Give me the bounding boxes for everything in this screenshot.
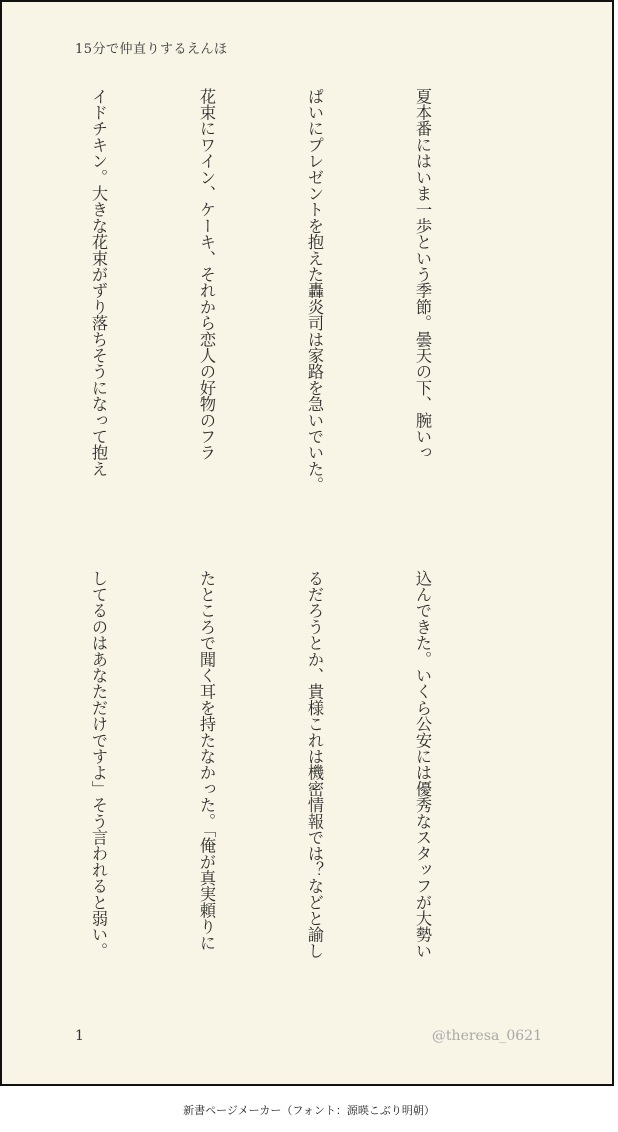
page-number: 1 [75,1028,84,1044]
upper-text-block [62,88,512,533]
text-line: るだろうとか、貴様これは機密情報では？などと諭し [305,570,324,959]
text-line: たところで聞く耳を持たなかった。「俺が真実頼りに [197,570,216,951]
book-title: 15分で仲直りするえんほ [75,42,228,57]
text-line [0,88,8,533]
text-line [0,570,8,990]
text-line: イドチキン。大きな花束がずり落ちそうになって抱え [89,88,108,477]
author-handle: @theresa_0621 [431,1028,542,1044]
text-line: ぱいにプレゼントを抱えた轟炎司は家路を急いでいた。 [305,88,324,493]
text-line: してるのはあなただけですよ」そう言われると弱い。 [89,570,108,959]
text-line: 花束にワイン、ケーキ、それから恋人の好物のフラ [197,88,216,461]
generator-credit: 新書ページメーカー（フォント：源暎こぶり明朝） [183,1104,435,1117]
text-line: 込んできた。いくら公安には優秀なスタッフが大勢い [413,570,432,959]
lower-text-block [62,570,512,990]
text-line: 夏本番にはいま一歩という季節。曇天の下、腕いっ [413,88,432,461]
